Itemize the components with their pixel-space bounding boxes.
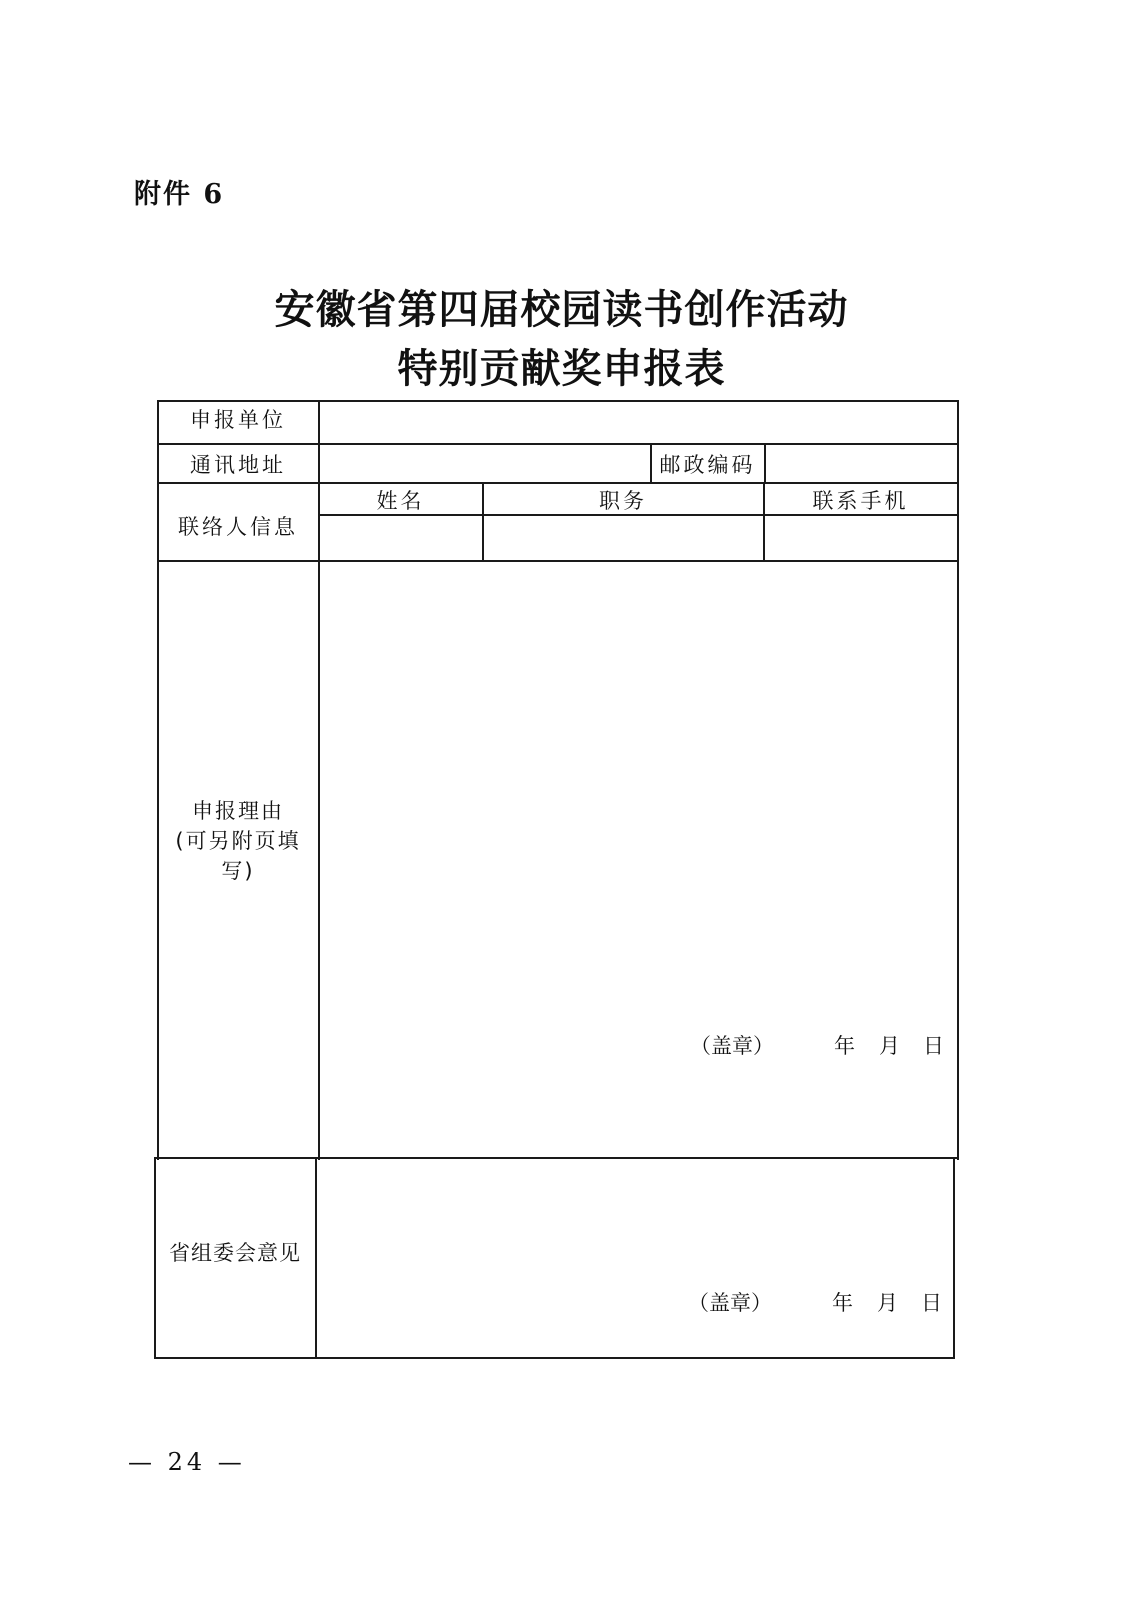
table-label-divider-lower xyxy=(315,1157,317,1359)
reason-month: 月 xyxy=(879,1034,900,1058)
unit-label: 申报单位 xyxy=(190,408,286,432)
reason-year: 年 xyxy=(834,1034,855,1058)
table-divider-row3 xyxy=(157,560,959,562)
page-title-line1: 安徽省第四届校园读书创作活动 xyxy=(274,286,849,333)
reason-day: 日 xyxy=(923,1034,944,1058)
postcode-field[interactable] xyxy=(770,450,950,478)
postcode-label: 邮政编码 xyxy=(659,453,756,477)
attachment-label: 附件 6 xyxy=(134,179,225,210)
committee-seal: （盖章） xyxy=(688,1291,772,1315)
table-border-right xyxy=(957,400,959,1160)
committee-day: 日 xyxy=(921,1291,942,1315)
address-label: 通讯地址 xyxy=(190,453,286,477)
table-border-bottom xyxy=(154,1357,955,1359)
committee-year: 年 xyxy=(832,1291,853,1315)
contact-name-header: 姓名 xyxy=(376,489,425,513)
reason-label-line2: (可另附页填 xyxy=(175,829,301,853)
committee-label: 省组委会意见 xyxy=(169,1241,301,1265)
contact-position-header: 职务 xyxy=(599,489,647,513)
reason-label xyxy=(158,796,318,886)
table-divider-row4 xyxy=(155,1157,957,1159)
postcode-right-divider xyxy=(764,443,766,483)
table-divider-row1 xyxy=(157,443,959,445)
table-divider-row2 xyxy=(157,482,959,484)
address-field[interactable] xyxy=(325,450,645,478)
reason-label-line3: 写) xyxy=(221,859,255,883)
contact-phone-field[interactable] xyxy=(770,522,950,552)
contact-label: 联络人信息 xyxy=(178,515,298,539)
unit-field[interactable] xyxy=(325,410,950,438)
reason-seal: （盖章） xyxy=(690,1034,774,1058)
table-border-right-lower xyxy=(953,1157,955,1359)
committee-field[interactable] xyxy=(320,1163,948,1273)
contact-position-field[interactable] xyxy=(490,522,755,552)
table-border-top xyxy=(157,400,959,402)
page-title-line2: 特别贡献奖申报表 xyxy=(397,345,726,392)
reason-field[interactable] xyxy=(322,566,952,1006)
reason-label-line1: 申报理由 xyxy=(192,799,284,823)
contact-phone-header: 联系手机 xyxy=(812,489,909,513)
contact-name-field[interactable] xyxy=(325,522,475,552)
committee-month: 月 xyxy=(877,1291,898,1315)
page-number: — 24 — xyxy=(128,1448,246,1476)
